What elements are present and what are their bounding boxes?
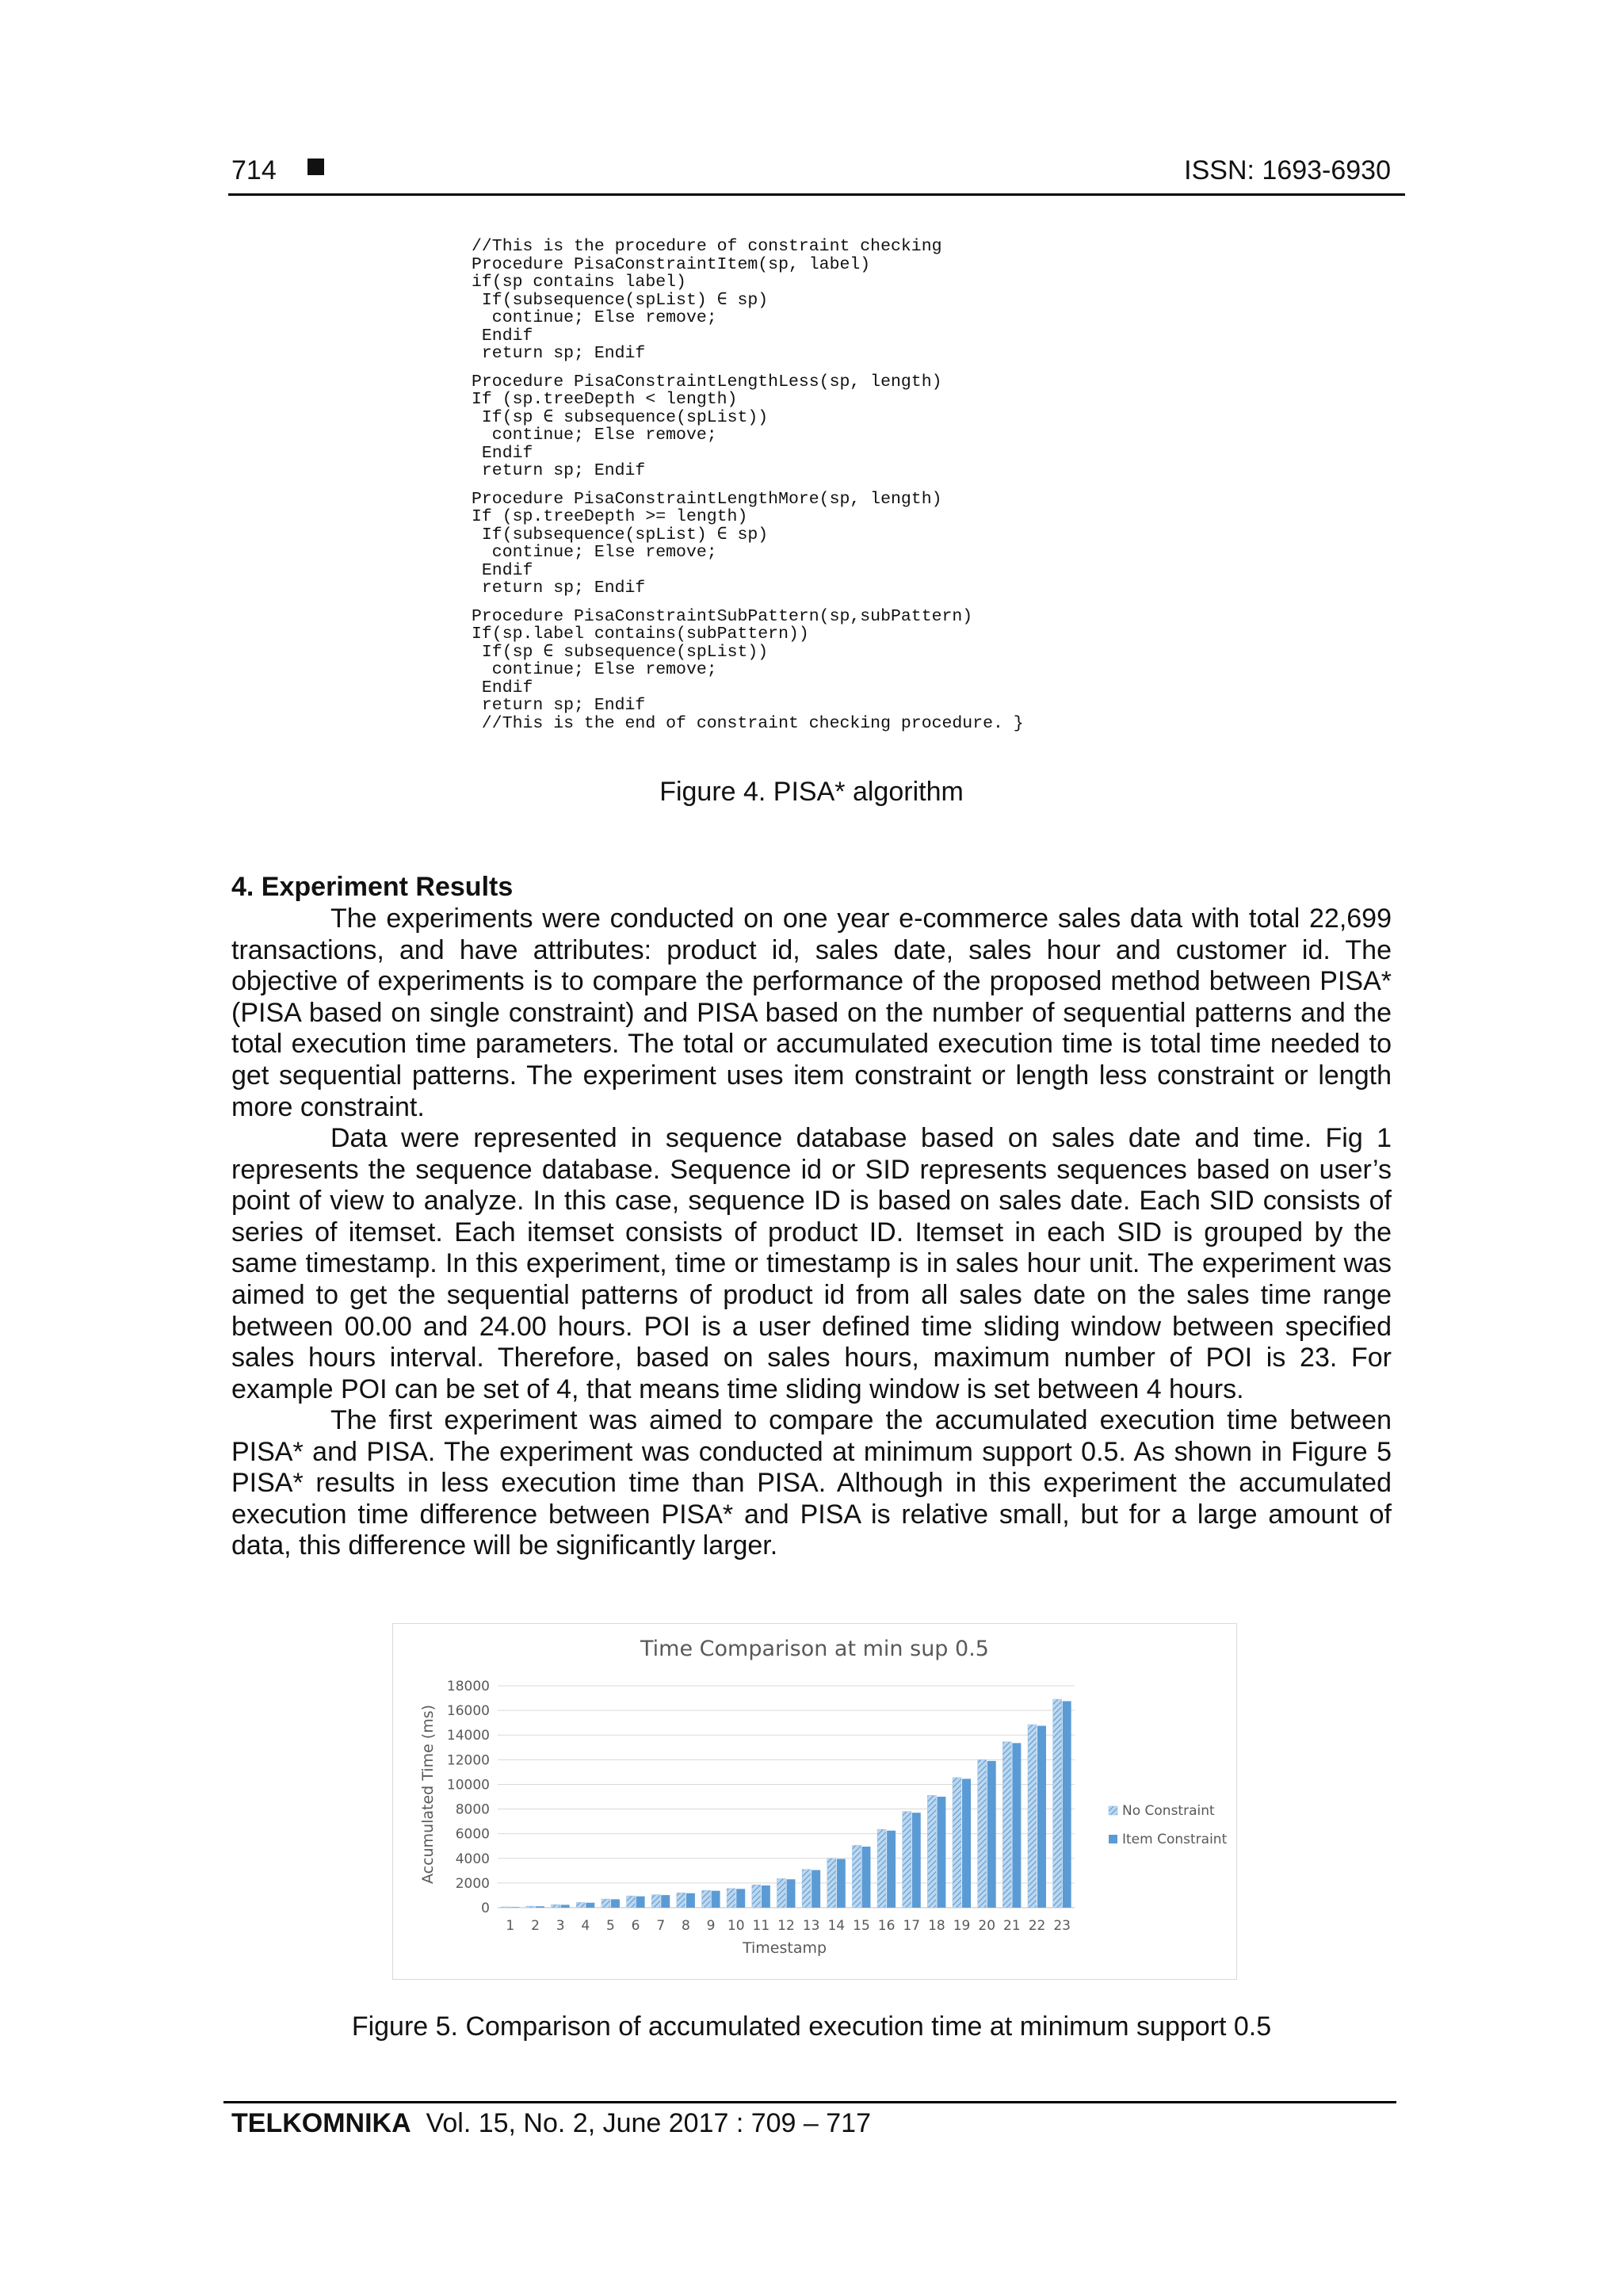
bar-no-constraint [677, 1893, 685, 1908]
code-line: continue; Else remove; [472, 308, 717, 327]
x-tick-label: 20 [978, 1918, 996, 1934]
section-title: 4. Experiment Results [231, 872, 514, 902]
header-rule [228, 193, 1405, 196]
bar-no-constraint [903, 1812, 911, 1908]
x-axis-label: Timestamp [742, 1939, 827, 1957]
code-line: Endif [472, 443, 533, 463]
y-tick-label: 2000 [455, 1875, 490, 1892]
bar-item-constraint [1037, 1726, 1046, 1908]
legend-label: Item Constraint [1122, 1832, 1228, 1847]
code-line: //This is the end of constraint checking procedure. } [472, 713, 1024, 733]
footer-rule [223, 2101, 1396, 2103]
code-line: return sp; Endif [472, 696, 646, 715]
x-tick-label: 23 [1053, 1918, 1071, 1934]
code-line: Procedure PisaConstraintLengthMore(sp, length) [472, 489, 942, 509]
bar-item-constraint [887, 1831, 896, 1908]
bar-item-constraint [837, 1859, 846, 1908]
bar-no-constraint [1028, 1725, 1037, 1908]
bar-item-constraint [962, 1778, 971, 1908]
y-tick-label: 6000 [455, 1826, 490, 1843]
bar-no-constraint [927, 1795, 936, 1908]
code-line: If(subsequence(spList) ∈ sp) [472, 290, 769, 310]
x-tick-label: 17 [903, 1918, 921, 1934]
y-tick-label: 0 [481, 1901, 490, 1916]
figure-4-caption: Figure 4. PISA* algorithm [659, 777, 964, 807]
bar-no-constraint [852, 1845, 861, 1908]
y-tick-label: 16000 [446, 1703, 490, 1720]
bar-no-constraint [501, 1907, 510, 1908]
x-tick-label: 4 [581, 1918, 590, 1934]
code-gap [472, 363, 1185, 373]
code-line: If (sp.treeDepth < length) [472, 390, 738, 409]
bar-item-constraint [636, 1897, 645, 1908]
paragraph-2: Data were represented in sequence database based on sales date and time. Fig 1 represents the sequence database. Sequence id or SID represents sequences based on user’s point of view to analyze. In this case, sequence ID is based on sales date. Each SID consists of series of itemset. Each itemset consists of product ID. Itemset in each SID is grouped by the same timestamp. In this experiment, time or timestamp is in sales hour unit. The experiment was aimed to get the sequential patterns of product id from all sales date on the sales time range between 00.00 and 24.00 hours. POI is a user defined time sliding window between specified sales hours interval. Therefore, based on sales hours, maximum number of POI is 23. For example POI can be set of 4, that means time sliding window is set between 4 hours. [231, 1123, 1392, 1404]
bar-item-constraint [736, 1889, 745, 1908]
bar-no-constraint [1002, 1742, 1011, 1908]
bar-no-constraint [727, 1889, 735, 1908]
y-tick-label: 14000 [446, 1728, 490, 1744]
bar-item-constraint [1012, 1743, 1021, 1908]
bar-no-constraint [777, 1878, 786, 1908]
code-line: if(sp contains label) [472, 273, 686, 292]
y-tick-label: 10000 [446, 1777, 490, 1794]
paragraph-1: The experiments were conducted on one year e-commerce sales data with total 22,699 transactions, and have attributes: product id, sales date, sales hour and customer id. The objective of experiments is to compare the performance of the proposed method between PISA* (PISA based on single constraint) and PISA based on the number of sequential patterns and the total execution time parameters. The total or accumulated execution time is total time needed to get sequential patterns. The experiment uses item constraint or length less constraint or length more constraint. [231, 904, 1392, 1122]
bar-item-constraint [536, 1906, 544, 1908]
x-tick-label: 19 [953, 1918, 971, 1934]
x-tick-label: 2 [531, 1918, 540, 1934]
code-line: Endif [472, 560, 533, 580]
code-line: Endif [472, 678, 533, 697]
bar-item-constraint [661, 1895, 670, 1908]
code-line: continue; Else remove; [472, 426, 717, 445]
bar-no-constraint [802, 1870, 811, 1908]
bar-no-constraint [576, 1902, 585, 1908]
legend-swatch [1109, 1806, 1117, 1815]
code-gap [472, 598, 1185, 608]
x-tick-label: 22 [1028, 1918, 1046, 1934]
x-tick-label: 10 [727, 1918, 745, 1934]
y-axis-label: Accumulated Time (ms) [419, 1704, 437, 1885]
bar-item-constraint [611, 1899, 620, 1908]
code-line: return sp; Endif [472, 344, 646, 363]
bar-no-constraint [702, 1890, 711, 1908]
bar-no-constraint [552, 1904, 560, 1908]
y-tick-label: 8000 [455, 1801, 490, 1818]
bar-item-constraint [586, 1903, 594, 1908]
x-tick-label: 16 [877, 1918, 896, 1934]
bar-no-constraint [627, 1896, 636, 1908]
bar-no-constraint [601, 1899, 610, 1908]
paragraph-3: The first experiment was aimed to compare the accumulated execution time between PISA* and PISA. The experiment was conducted at minimum support 0.5. As shown in Figure 5 PISA* results in less execution time than PISA. Although in this experiment the accumulated execution time difference between PISA* and PISA is relative small, but for a large amount of data, this difference will be significantly larger. [231, 1405, 1392, 1561]
issn: ISSN: 1693-6930 [1184, 155, 1391, 185]
x-tick-label: 18 [928, 1918, 945, 1934]
y-tick-label: 18000 [446, 1679, 490, 1694]
code-line: Procedure PisaConstraintLengthLess(sp, length) [472, 372, 942, 392]
x-tick-label: 21 [1003, 1918, 1021, 1934]
x-tick-label: 3 [556, 1918, 565, 1934]
code-line: If(sp ∈ subsequence(spList)) [472, 407, 769, 427]
y-tick-label: 12000 [446, 1752, 490, 1769]
volume-info: Vol. 15, No. 2, June 2017 : 709 – 717 [426, 2108, 871, 2138]
x-tick-label: 13 [802, 1918, 820, 1934]
bar-no-constraint [526, 1906, 535, 1908]
x-tick-label: 1 [506, 1918, 515, 1934]
bar-item-constraint [686, 1893, 695, 1908]
x-tick-label: 12 [777, 1918, 795, 1934]
bar-item-constraint [762, 1885, 770, 1908]
bar-item-constraint [712, 1891, 720, 1908]
code-line: continue; Else remove; [472, 660, 717, 679]
journal-name: TELKOMNIKA [231, 2108, 411, 2138]
code-line: If(subsequence(spList) ∈ sp) [472, 525, 769, 544]
pisa-algorithm-code [472, 238, 1185, 732]
code-line: If (sp.treeDepth >= length) [472, 507, 748, 526]
footer-citation [231, 2108, 871, 2139]
bar-no-constraint [1053, 1699, 1062, 1908]
code-gap [472, 480, 1185, 491]
x-tick-label: 9 [706, 1918, 716, 1934]
x-tick-label: 7 [656, 1918, 666, 1934]
legend-swatch [1109, 1835, 1117, 1843]
x-tick-label: 14 [827, 1918, 846, 1934]
bar-item-constraint [912, 1813, 921, 1908]
x-tick-label: 8 [681, 1918, 690, 1934]
chart-svg [393, 1624, 1236, 1979]
code-line: return sp; Endif [472, 461, 646, 480]
code-line: //This is the procedure of constraint checking [472, 237, 942, 256]
bar-item-constraint [987, 1761, 996, 1908]
bar-no-constraint [651, 1895, 660, 1908]
bar-item-constraint [787, 1879, 796, 1908]
y-tick-label: 4000 [455, 1851, 490, 1867]
code-line: Endif [472, 326, 533, 346]
x-tick-label: 11 [752, 1918, 770, 1934]
code-line: If(sp.label contains(subPattern)) [472, 625, 809, 644]
chart-title: Time Comparison at min sup 0.5 [640, 1637, 989, 1661]
bar-item-constraint [510, 1907, 519, 1908]
bar-no-constraint [978, 1759, 987, 1908]
code-line: If(sp ∈ subsequence(spList)) [472, 642, 769, 662]
x-tick-label: 15 [853, 1918, 870, 1934]
code-line: Procedure PisaConstraintSubPattern(sp,subPattern) [472, 606, 973, 626]
bar-item-constraint [861, 1847, 870, 1908]
x-tick-label: 5 [606, 1918, 615, 1934]
code-line: continue; Else remove; [472, 543, 717, 562]
bar-no-constraint [953, 1778, 961, 1908]
bar-no-constraint [827, 1859, 836, 1908]
figure-5-caption: Figure 5. Comparison of accumulated execution time at minimum support 0.5 [351, 2011, 1272, 2042]
bar-item-constraint [1063, 1701, 1071, 1908]
code-line: Procedure PisaConstraintItem(sp, label) [472, 254, 871, 274]
bar-item-constraint [937, 1797, 945, 1908]
figure-5-chart [392, 1623, 1237, 1980]
code-line: return sp; Endif [472, 579, 646, 598]
bar-no-constraint [877, 1829, 886, 1908]
x-tick-label: 6 [631, 1918, 640, 1934]
bar-no-constraint [752, 1885, 761, 1908]
legend-label: No Constraint [1122, 1803, 1215, 1819]
bar-item-constraint [812, 1870, 820, 1908]
bar-item-constraint [561, 1904, 570, 1908]
header-square-marker [307, 159, 324, 175]
page-number: 714 [231, 155, 277, 185]
